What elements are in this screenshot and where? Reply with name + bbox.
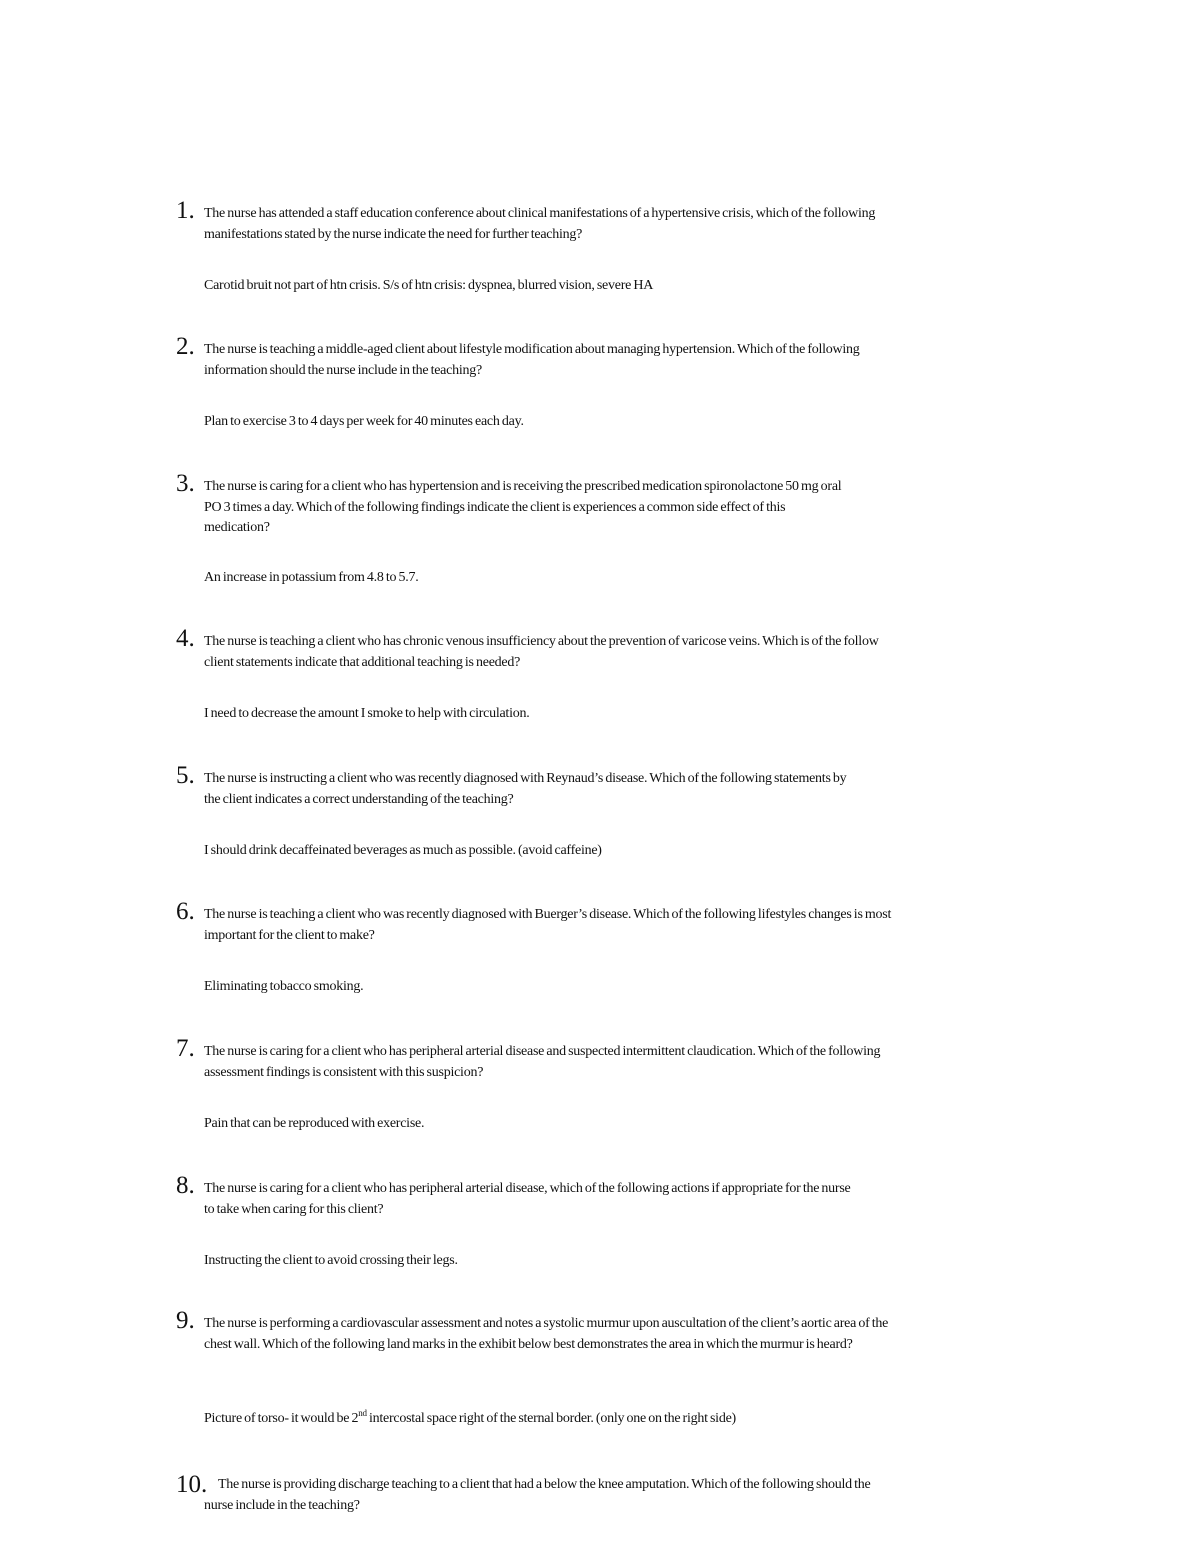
answer-text: I need to decrease the amount I smoke to help with circulation. xyxy=(204,706,530,721)
question-item xyxy=(176,1307,896,1355)
question-text: The nurse is instructing a client who was recently diagnosed with Reynaud’s disease. Which of the following statements by the client indicates a correct understanding of the teaching? xyxy=(204,771,847,807)
answer-text: Plan to exercise 3 to 4 days per week for 40 minutes each day. xyxy=(204,414,524,429)
question-text: The nurse is teaching a client who was recently diagnosed with Buerger’s disease. Which of the following lifestyles changes is most important for the client to make? xyxy=(204,907,892,943)
question-text: The nurse is performing a cardiovascular assessment and notes a systolic murmur upon auscultation of the client’s aortic area of the chest wall. Which of the following land marks in the exhibit below best demonstrates the area in which the murmur is heard? xyxy=(204,1316,889,1352)
answer-text: Carotid bruit not part of htn crisis. S/s of htn crisis: dyspnea, blurred vision, severe HA xyxy=(204,278,654,293)
question-text: The nurse has attended a staff education conference about clinical manifestations of a hypertensive crisis, which of the following manifestations stated by the nurse indicate the need for further teaching? xyxy=(204,206,876,242)
answer-text: Eliminating tobacco smoking. xyxy=(204,979,364,994)
question-item xyxy=(176,1471,896,1516)
answer-text xyxy=(204,1409,904,1429)
answer-text: Pain that can be reproduced with exercise. xyxy=(204,1116,425,1131)
question-item xyxy=(176,898,896,946)
question-number: 9. xyxy=(176,1307,195,1334)
answer-text: An increase in potassium from 4.8 to 5.7. xyxy=(204,570,419,585)
question-text: The nurse is caring for a client who has peripheral arterial disease, which of the following actions if appropriate for the nurse to take when caring for this client? xyxy=(204,1181,851,1217)
question-number: 6. xyxy=(176,898,195,925)
answer-text-part: Picture of torso- it would be 2 xyxy=(204,1411,359,1426)
question-item xyxy=(176,197,896,245)
question-text: The nurse is caring for a client who has hypertension and is receiving the prescribed medication spironolactone 50 mg oral PO 3 times a day. Which of the following findings indicate the client is experiences a common side effect of this medication? xyxy=(204,479,842,535)
question-number: 5. xyxy=(176,762,195,789)
question-item xyxy=(176,470,896,539)
question-text: The nurse is teaching a middle-aged client about lifestyle modification about managing hypertension. Which of the following information should the nurse include in the teaching? xyxy=(204,342,860,378)
question-number: 3. xyxy=(176,470,195,497)
question-text: The nurse is caring for a client who has peripheral arterial disease and suspected intermittent claudication. Which of the following assessment findings is consistent with this suspicion? xyxy=(204,1044,881,1080)
question-item xyxy=(176,1035,896,1083)
question-item xyxy=(176,762,896,810)
answer-text: Instructing the client to avoid crossing their legs. xyxy=(204,1253,458,1268)
question-number: 10. xyxy=(176,1471,208,1498)
question-number: 2. xyxy=(176,333,195,360)
question-item xyxy=(176,1172,896,1220)
question-number: 1. xyxy=(176,197,195,224)
question-text xyxy=(204,1475,896,1516)
answer-text-part: intercostal space right of the sternal border. (only one on the right side) xyxy=(366,1411,736,1426)
question-text: The nurse is teaching a client who has chronic venous insufficiency about the prevention of varicose veins. Which is of the follow client statements indicate that additional teaching is needed? xyxy=(204,634,879,670)
question-item xyxy=(176,625,896,673)
question-number: 8. xyxy=(176,1172,195,1199)
question-number: 4. xyxy=(176,625,195,652)
question-number: 7. xyxy=(176,1035,195,1062)
ordinal-suffix: nd xyxy=(358,1408,367,1418)
question-text-content: The nurse is providing discharge teaching to a client that had a below the knee amputation. Which of the following should the nurse include in the teaching? xyxy=(204,1477,871,1513)
answer-text: I should drink decaffeinated beverages as much as possible. (avoid caffeine) xyxy=(204,843,602,858)
question-item xyxy=(176,333,896,381)
